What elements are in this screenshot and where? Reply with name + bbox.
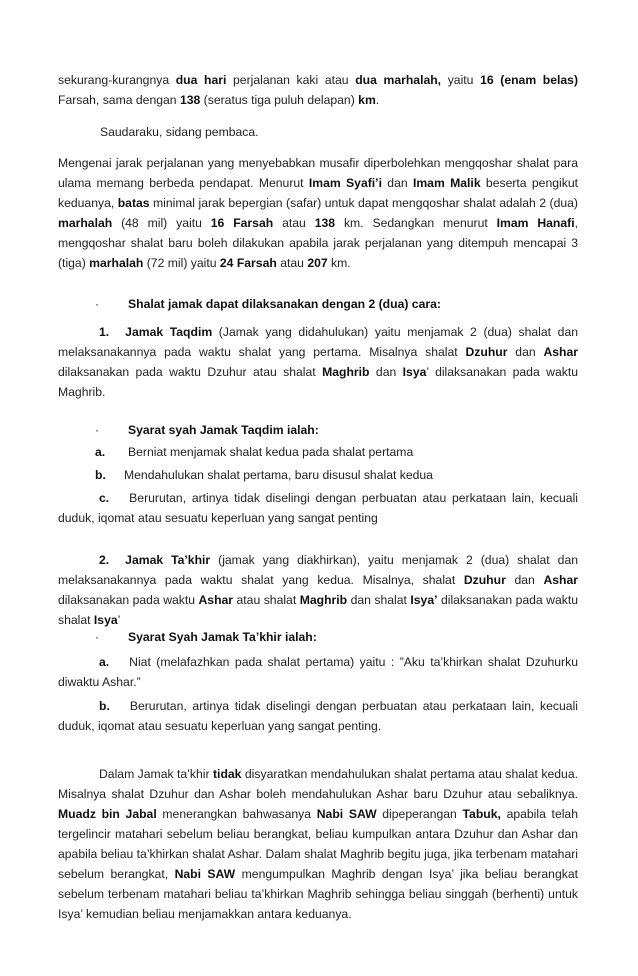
- bullet-text: Syarat syah Jamak Taqdim ialah:: [128, 423, 319, 437]
- bullet-jamak-ways: [58, 294, 578, 314]
- bullet-mark: ·: [95, 297, 100, 311]
- paragraph-distance-opinions: Mengenai jarak perjalanan yang menyebabkan musafir diperbolehkan mengqoshar shalat para ulama memang berbeda pendapat. Menurut Imam Syafi’i dan Imam Malik beserta pengikut keduanya, batas minimal jarak bepergian (safar) untuk dapat mengqoshar shalat adalah 2 (dua) marhalah (48 mil) yaitu 16 Farsah atau 138 km. Sedangkan menurut Imam Hanafi, mengqoshar shalat baru boleh dilakukan apabila jarak perjalanan yang ditempuh mencapai 3 (tiga) marhalah (72 mil) yaitu 24 Farsah atau 207 km.: [58, 156, 578, 270]
- bullet-text: Shalat jamak dapat dilaksanakan dengan 2 (dua) cara:: [128, 297, 441, 311]
- bullet-mark: ·: [95, 423, 100, 437]
- bullet-mark: ·: [95, 630, 100, 644]
- list-item: [58, 465, 578, 485]
- paragraph-distance-intro: sekurang-kurangnya dua hari perjalanan kaki atau dua marhalah, yaitu 16 (enam belas) Farsah, sama dengan 138 (seratus tiga puluh delapan) km.: [58, 73, 579, 107]
- paragraph-jamak-taqdim: 1. Jamak Taqdim (Jamak yang didahulukan) yaitu menjamak 2 (dua) shalat dan melaksanakannya pada waktu shalat yang pertama. Misalnya shalat Dzuhur dan Ashar dilaksanakan pada waktu Dzuhur atau shalat Maghrib dan Isya’ dilaksanakan pada waktu Maghrib.: [58, 325, 579, 399]
- paragraph-taqdim-condition-c: c. Berurutan, artinya tidak diselingi dengan perbuatan atau perkataan lain, kecuali duduk, iqomat atau sesuatu keperluan yang sangat penting: [58, 491, 578, 525]
- bullet-text: Syarat Syah Jamak Ta’khir ialah:: [128, 630, 317, 644]
- bullet-taqdim-conditions: [58, 420, 578, 440]
- paragraph-takhir-condition-a: a. Niat (melafazhkan pada shalat pertama) yaitu : ”Aku ta’khirkan shalat Dzuhurku diwaktu Ashar.”: [58, 655, 578, 689]
- list-marker: a.: [95, 445, 106, 459]
- paragraph-greeting: Saudaraku, sidang pembaca.: [100, 125, 259, 139]
- list-text: Berniat menjamak shalat kedua pada shalat pertama: [128, 445, 414, 459]
- list-item: [58, 442, 578, 462]
- paragraph-jamak-takhir: 2. Jamak Ta’khir (jamak yang diakhirkan), yaitu menjamak 2 (dua) shalat dan melaksanakannya pada waktu shalat yang kedua. Misalnya, shalat Dzuhur dan Ashar dilaksanakan pada waktu Ashar atau shalat Maghrib dan shalat Isya’ dilaksanakan pada waktu shalat Isya’: [58, 553, 579, 627]
- paragraph-takhir-explanation: Dalam Jamak ta’khir tidak disyaratkan mendahulukan shalat pertama atau shalat kedua. Misalnya shalat Dzuhur dan Ashar boleh mendahulukan Ashar baru Dzuhur atau sebaliknya. Muadz bin Jabal menerangkan bahwasanya Nabi SAW dipeperangan Tabuk, apabila telah tergelincir matahari sebelum beliau berangkat, beliau kumpulkan antara Dzuhur dan Ashar dan apabila beliau ta’khirkan shalat Ashar. Dalam shalat Maghrib begitu juga, jika terbenam matahari sebelum berangkat, Nabi SAW mengumpulkan Maghrib dengan Isya’ jika beliau berangkat sebelum terbenam matahari beliau ta’khirkan Maghrib sehingga beliau singgah (berhenti) untuk Isya’ kemudian beliau menjamakkan antara keduanya.: [58, 767, 578, 921]
- bullet-takhir-conditions: [58, 627, 578, 647]
- paragraph-takhir-condition-b: b. Berurutan, artinya tidak diselingi dengan perbuatan atau perkataan lain, kecuali duduk, iqomat atau sesuatu keperluan yang sangat penting.: [58, 699, 578, 733]
- list-marker: b.: [95, 468, 106, 482]
- list-text: Mendahulukan shalat pertama, baru disusul shalat kedua: [124, 468, 433, 482]
